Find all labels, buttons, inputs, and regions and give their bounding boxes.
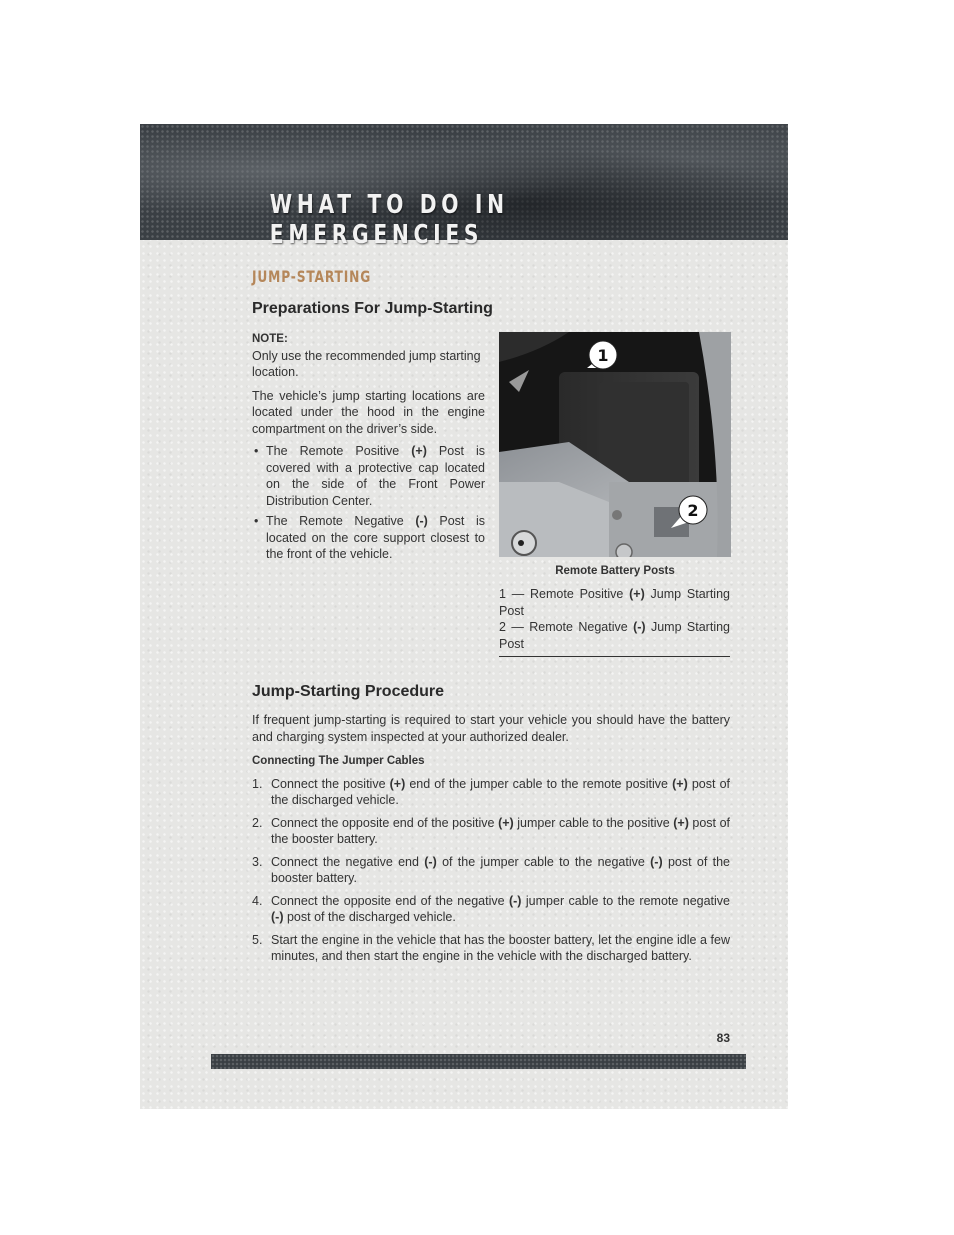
legend-item-2: 2 — Remote Negative (-) Jump Starting Post <box>499 620 731 651</box>
page-number: 83 <box>716 1031 730 1045</box>
preparations-heading: Preparations For Jump-Starting <box>252 300 493 317</box>
procedure-heading: Jump-Starting Procedure <box>252 683 445 700</box>
connecting-subheading: Connecting The Jumper Cables <box>252 755 425 767</box>
section-heading: JUMP-STARTING <box>252 267 372 286</box>
engine-photo-illustration <box>499 332 731 557</box>
locations-paragraph: The vehicle’s jump starting locations are located under the hood in the engine compartment on the driver’s side. <box>252 388 485 436</box>
procedure-intro: If frequent jump-starting is required to start your vehicle you should have the battery and charging system inspected at your authorized dealer. <box>252 713 730 744</box>
posts-list <box>252 443 485 563</box>
list-item: 4. Connect the opposite end of the negative (-) jumper cable to the remote negative (-) post of the discharged vehicle. <box>252 893 730 924</box>
procedure-column <box>252 712 730 971</box>
list-item: • The Remote Negative (-) Post is located on the core support closest to the front of the vehicle. <box>252 513 485 563</box>
list-item: 1. Connect the positive (+) end of the jumper cable to the remote positive (+) post of the discharged vehicle. <box>252 776 730 807</box>
steps-list <box>252 776 730 965</box>
footer-bar <box>211 1054 746 1069</box>
list-item: 3. Connect the negative end (-) of the jumper cable to the negative (-) post of the booster battery. <box>252 854 730 885</box>
chapter-title: WHAT TO DO IN EMERGENCIES <box>269 190 509 250</box>
figure-legend <box>499 586 730 657</box>
header-banner <box>140 124 788 250</box>
callout-1: 1 <box>597 346 609 365</box>
list-item: 2. Connect the opposite end of the positive (+) jumper cable to the positive (+) post of the booster battery. <box>252 815 731 846</box>
callout-2: 2 <box>687 501 699 520</box>
list-item: • The Remote Positive (+) Post is covered with a protective cap located on the side of the Front Power Distribution Center. <box>252 443 485 509</box>
figure-caption: Remote Battery Posts <box>555 565 675 577</box>
note-label: NOTE: <box>252 333 288 345</box>
legend-item-1: 1 — Remote Positive (+) Jump Starting Post <box>499 587 730 618</box>
engine-compartment-photo <box>499 332 731 557</box>
note-text: Only use the recommended jump starting location. <box>252 348 481 379</box>
list-item: 5. Start the engine in the vehicle that has the booster battery, let the engine idle a few minutes, and then start the engine in the vehicle with the discharged battery. <box>252 932 730 963</box>
preparations-column <box>252 331 485 567</box>
